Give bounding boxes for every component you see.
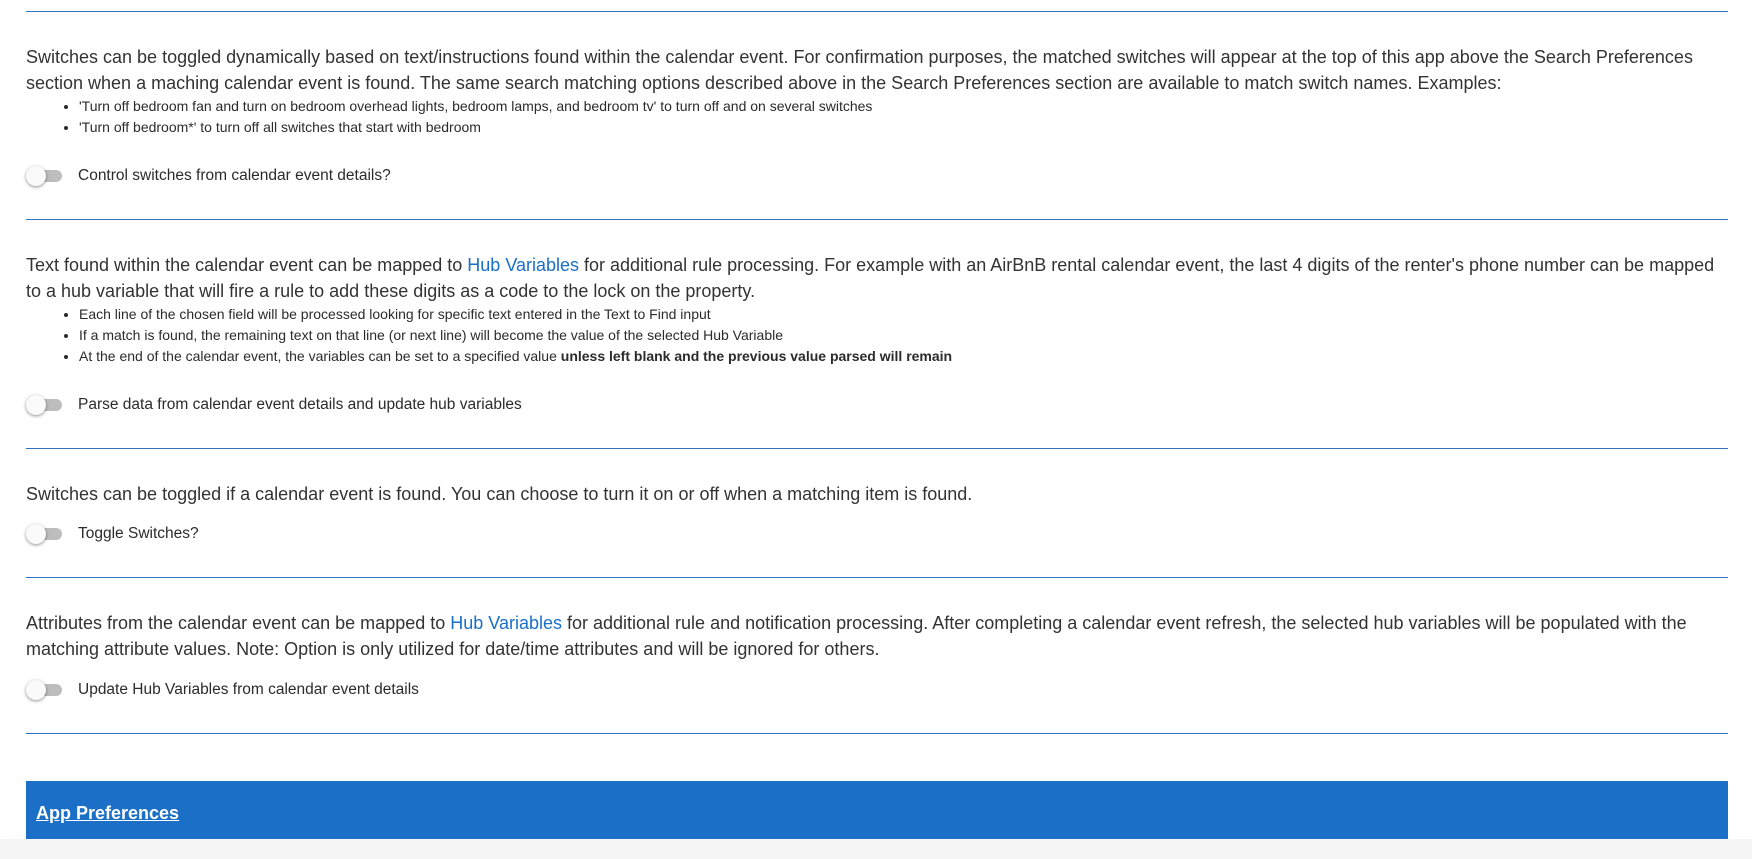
- toggle-switches-toggle[interactable]: [26, 527, 62, 541]
- toggle-label: Toggle Switches?: [78, 525, 199, 542]
- list-item: • At the end of the calendar event, the variables can be set to a specified value unless left blank and the previous value parsed will remain: [79, 346, 1728, 367]
- parse-data-toggle-row[interactable]: [26, 393, 1728, 417]
- update-hub-variables-toggle-row[interactable]: [26, 678, 1728, 702]
- section-description: Switches can be toggled dynamically based on text/instructions found within the calendar event. For confirmation purposes, the matched switches will appear at the top of this app above the Search Preferences section when a maching calendar event is found. The same search matching options described above in the Search Preferences section are available to match switch names. Examples:: [26, 47, 1693, 93]
- app-preferences-banner[interactable]: [26, 781, 1728, 840]
- bold-note: unless left blank and the previous value parsed will remain: [560, 348, 953, 364]
- list-item: • 'Turn off bedroom fan and turn on bedroom overhead lights, bedroom lamps, and bedroom tv' to turn off and on several switches: [79, 96, 1728, 117]
- control-switches-toggle[interactable]: [26, 169, 62, 183]
- examples-list: [26, 96, 1728, 138]
- app-preferences-title[interactable]: App Preferences: [36, 803, 180, 823]
- control-switches-toggle-row[interactable]: [26, 164, 1728, 188]
- rule: [26, 733, 1728, 734]
- update-hub-variables-section: [26, 610, 1728, 662]
- section-description: Text found within the calendar event can be mapped to Hub Variables for additional rule processing. For example with an AirBnB rental calendar event, the last 4 digits of the renter's phone number can be mapped to a hub variable that will fire a rule to add these digits as a code to the lock on the property.: [26, 255, 1715, 301]
- list-item: • If a match is found, the remaining text on that line (or next line) will become the value of the selected Hub Variable: [79, 325, 1728, 346]
- list-item: • Each line of the chosen field will be processed looking for specific text entered in the Text to Find input: [79, 304, 1728, 325]
- rule: [26, 11, 1728, 12]
- rule: [26, 448, 1728, 449]
- hub-variables-link[interactable]: Hub Variables: [467, 255, 580, 275]
- switch-control-section: [26, 44, 1728, 138]
- toggle-switches-section: [26, 481, 1728, 507]
- section-description: Attributes from the calendar event can be mapped to Hub Variables for additional rule and notification processing. After completing a calendar event refresh, the selected hub variables will be populated with the matching attribute values. Note: Option is only utilized for date/time attributes and will be ignored for others.: [26, 613, 1687, 659]
- toggle-switches-toggle-row[interactable]: [26, 522, 1728, 546]
- rule: [26, 219, 1728, 220]
- bottom-strip: [0, 839, 1752, 859]
- hub-variables-link[interactable]: Hub Variables: [450, 613, 562, 633]
- toggle-label: Update Hub Variables from calendar event details: [78, 681, 419, 698]
- section-description: Switches can be toggled if a calendar event is found. You can choose to turn it on or off when a matching item is found.: [26, 484, 973, 504]
- rule: [26, 577, 1728, 578]
- toggle-label: Control switches from calendar event details?: [78, 167, 391, 184]
- update-hub-variables-toggle[interactable]: [26, 683, 62, 697]
- toggle-label: Parse data from calendar event details and update hub variables: [78, 396, 522, 413]
- parse-data-toggle[interactable]: [26, 398, 62, 412]
- parse-data-section: [26, 252, 1728, 367]
- list-item: • 'Turn off bedroom*' to turn off all switches that start with bedroom: [79, 117, 1728, 138]
- parse-rules-list: [26, 304, 1728, 367]
